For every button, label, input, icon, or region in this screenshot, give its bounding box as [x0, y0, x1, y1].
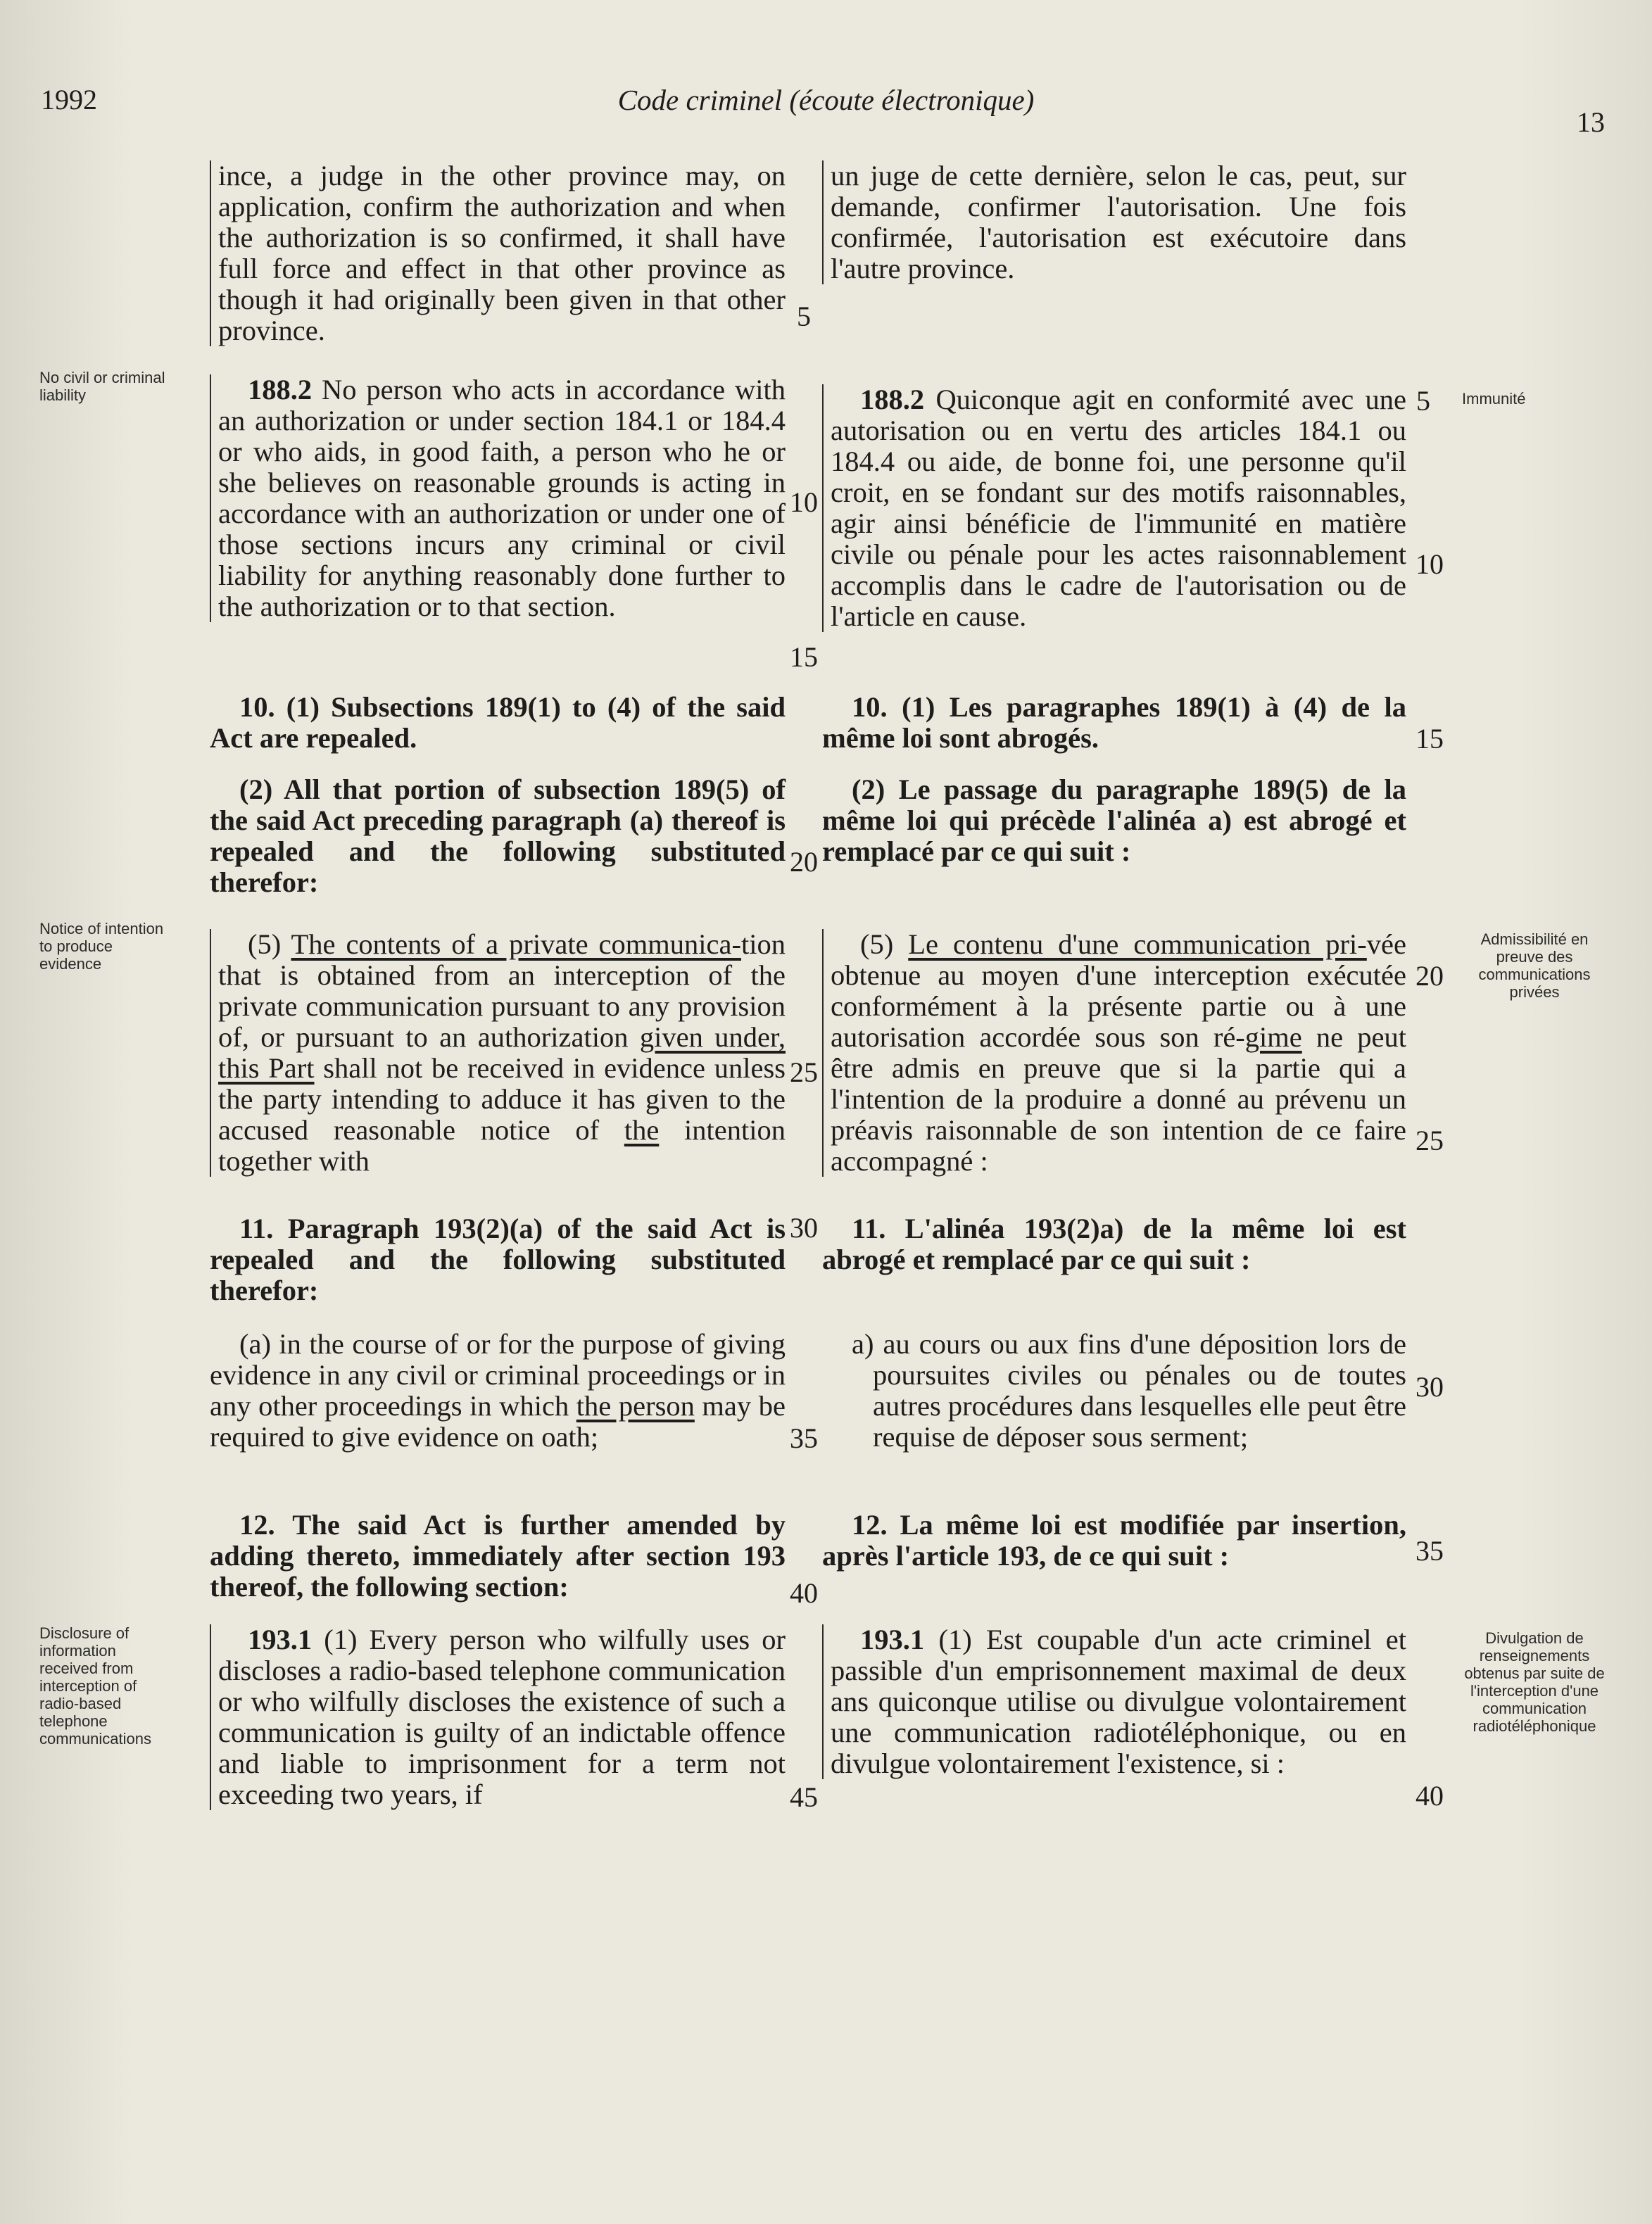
en-block-193-2-a — [210, 1329, 786, 1453]
fr-paragraph-193-2-a: a) au cours ou aux fins d'une déposition lors de poursuites civiles ou pénales ou de toutes autres procédures dans lesquelles elle peut être requise de déposer sous serment; — [852, 1328, 1406, 1453]
en-189-5-part-c: shall not be received in evidence unless the party intending to adduce it has given to the accused reasonable notice of — [218, 1052, 786, 1146]
fr-189-5-underline-1: Le contenu d'une communication pri- — [908, 928, 1367, 960]
fr-amend-12: 12. La même loi est modifiée par insertion, après l'article 193, de ce qui suit : — [822, 1509, 1406, 1572]
line-number-right-5: 5 — [1416, 385, 1430, 417]
fr-continuation-text: un juge de cette dernière, selon le cas, peut, sur demande, confirmer l'autorisation. Une fois confirmée, l'autorisation est exécutoire dans l'autre province. — [822, 160, 1406, 284]
en-189-5-part-d: intention together with — [218, 1114, 786, 1177]
en-continuation-text: ince, a judge in the other province may, on application, confirm the authorization and when the authorization is so confirmed, it shall have full force and effect in that other province as though it had originally been given in that other province. — [210, 160, 786, 346]
en-block-189-5 — [210, 929, 786, 1177]
line-number-right-20: 20 — [1415, 960, 1444, 992]
fr-block-11 — [822, 1213, 1406, 1275]
page-number: 13 — [1577, 106, 1605, 138]
fr-block-10-1 — [822, 692, 1406, 754]
fr-block-12 — [822, 1510, 1406, 1572]
en-193-2a-part-a: (a) in the course of or for the purpose of giving evidence in any civil or criminal proceedings or in any other proceedings in which — [210, 1328, 786, 1422]
en-189-5-underline-3: the — [624, 1114, 660, 1146]
running-head-year: 1992 — [41, 84, 97, 115]
fr-189-5-part-a: (5) — [860, 928, 909, 960]
fr-189-5-underline-2: gime — [1244, 1021, 1302, 1053]
en-block-193-1 — [210, 1624, 786, 1810]
fr-amend-10-2: (2) Le passage du paragraphe 189(5) de la même loi qui précède l'alinéa a) est abrogé et remplacé par ce qui suit : — [822, 773, 1406, 867]
en-188-2-number: 188.2 — [248, 374, 313, 405]
margin-note-disclosure: Disclosure of information received from interception of radio-based telephone communications — [39, 1624, 151, 1748]
line-number-mid-40: 40 — [790, 1577, 818, 1609]
line-number-mid-45: 45 — [790, 1781, 818, 1813]
en-193-2a-underline: the person — [576, 1390, 695, 1422]
en-189-5-underline-2: given under, this Part — [218, 1021, 786, 1084]
fr-189-5-part-b: vée obtenue au moyen d'une interception exécutée conformément à la présente partie ou à une autorisation accordée sous son ré- — [831, 928, 1406, 1053]
fr-amend-10-1: 10. (1) Les paragraphes 189(1) à (4) de la même loi sont abrogés. — [822, 691, 1406, 754]
en-paragraph-193-2-a — [210, 1329, 786, 1453]
en-amend-10-1: 10. (1) Subsections 189(1) to (4) of the said Act are repealed. — [210, 691, 786, 754]
en-block-12 — [210, 1510, 786, 1603]
fr-189-5-part-c: ne peut être admis en preuve que si la partie qui a l'intention de la produire a donné au prévenu un préavis raisonnable de son intention de ce faire accompagné : — [831, 1021, 1406, 1177]
en-block-10-1 — [210, 692, 786, 754]
fr-193-1-text: (1) Est coupable d'un acte criminel et passible d'un emprisonnement maximal de deux ans quiconque utilise ou divulgue volontairement une communication radiotéléphonique, ou en divulgue volontairement l'existence, si : — [831, 1624, 1407, 1779]
en-189-5-underline-1: The contents of a private communica- — [291, 928, 741, 960]
line-number-mid-35: 35 — [790, 1422, 818, 1454]
en-193-2a-part-b: may be required to give evidence on oath; — [210, 1390, 786, 1453]
fr-section-193-1 — [822, 1624, 1406, 1779]
fr-block-189-5 — [822, 929, 1406, 1177]
en-block-188-2 — [210, 374, 786, 622]
fr-subsection-189-5 — [822, 929, 1406, 1177]
line-number-right-25: 25 — [1415, 1125, 1444, 1156]
line-number-right-40: 40 — [1415, 1780, 1444, 1812]
margin-note-no-liability: No civil or criminal liability — [39, 369, 165, 404]
en-188-2-text: No person who acts in accordance with an authorization or under section 184.1 or 184.4 or who aids, in good faith, a person who he or she believes on reasonable grounds is acting in accordance with an authorization or under one of those sections incurs any criminal or civil liability for anything reasonably done further to the authorization or to that section. — [218, 374, 786, 622]
line-number-mid-25: 25 — [790, 1056, 818, 1088]
en-amend-10-2: (2) All that portion of subsection 189(5) of the said Act preceding paragraph (a) thereof is repealed and the following substituted therefor: — [210, 773, 786, 898]
en-amend-11: 11. Paragraph 193(2)(a) of the said Act is repealed and the following substituted therefor: — [210, 1213, 786, 1306]
margin-note-divulgation: Divulgation de renseignements obtenus par suite de l'interception d'une communication radiotéléphonique — [1464, 1629, 1605, 1735]
en-amend-12: 12. The said Act is further amended by adding thereto, immediately after section 193 thereof, the following section: — [210, 1509, 786, 1603]
en-block-continuation — [210, 160, 786, 346]
running-head-title: Code criminel (écoute électronique) — [617, 84, 1035, 116]
line-number-right-30: 30 — [1415, 1371, 1444, 1403]
en-189-5-part-b: tion that is obtained from an interception of the private communication pursuant to any provision of, or pursuant to an authorization — [218, 928, 786, 1053]
fr-block-193-1 — [822, 1624, 1406, 1779]
line-number-mid-5: 5 — [797, 301, 811, 332]
en-193-1-number: 193.1 — [248, 1624, 313, 1655]
en-block-10-2 — [210, 774, 786, 898]
fr-188-2-text: Quiconque agit en conformité avec une autorisation ou en vertu des articles 184.1 ou 184.4 ou aide, de bonne foi, une personne qu'il croit, en se fondant sur des motifs raisonnables, agir ainsi bénéficie de l'immunité en matière civile ou pénale pour les actes raisonnablement accomplis dans le cadre de l'autorisation ou de l'article en cause. — [831, 384, 1406, 632]
line-number-mid-15: 15 — [790, 641, 818, 673]
fr-block-continuation — [822, 160, 1406, 284]
en-block-11 — [210, 1213, 786, 1306]
fr-block-188-2 — [822, 384, 1406, 632]
en-section-188-2 — [210, 374, 786, 622]
line-number-mid-20: 20 — [790, 846, 818, 878]
en-193-1-text: (1) Every person who wilfully uses or discloses a radio-based telephone communication or who wilfully discloses the existence of such a communication is guilty of an indictable offence and liable to imprisonment for a term not exceeding two years, if — [218, 1624, 786, 1810]
line-number-right-35: 35 — [1415, 1535, 1444, 1567]
fr-block-193-2-a — [822, 1329, 1406, 1453]
fr-block-10-2 — [822, 774, 1406, 867]
en-section-193-1 — [210, 1624, 786, 1810]
line-number-mid-10: 10 — [790, 486, 818, 518]
line-number-right-15: 15 — [1415, 723, 1444, 754]
fr-193-1-number: 193.1 — [860, 1624, 925, 1655]
margin-note-admissibilite: Admissibilité en preuve des communications privées — [1478, 930, 1591, 1001]
fr-section-188-2 — [822, 384, 1406, 632]
fr-amend-11: 11. L'alinéa 193(2)a) de la même loi est abrogé et remplacé par ce qui suit : — [822, 1213, 1406, 1275]
margin-note-immunite: Immunité — [1462, 390, 1526, 407]
line-number-mid-30: 30 — [790, 1212, 818, 1244]
margin-note-notice-intention: Notice of intention to produce evidence — [39, 920, 164, 973]
en-subsection-189-5 — [210, 929, 786, 1177]
en-189-5-part-a: (5) — [248, 928, 291, 960]
fr-188-2-number: 188.2 — [860, 384, 925, 415]
line-number-right-10: 10 — [1415, 548, 1444, 580]
